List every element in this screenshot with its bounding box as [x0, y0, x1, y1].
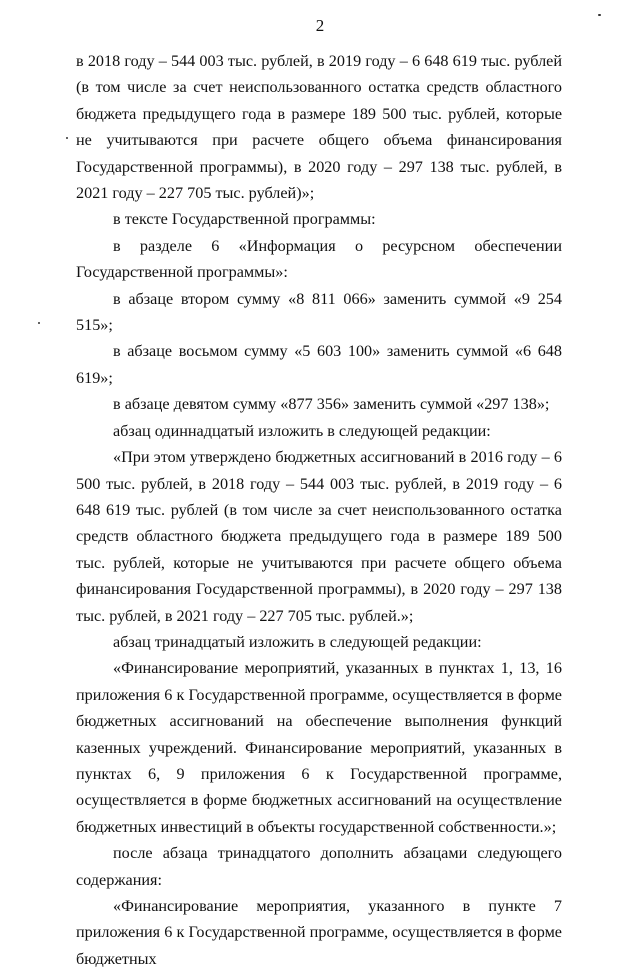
- document-body: [76, 48, 562, 972]
- paragraph-eighth-abzac: в абзаце восьмом сумму «5 603 100» заменить суммой «6 648 619»;: [76, 342, 562, 387]
- paragraph-section-6: в разделе 6 «Информация о ресурсном обеспечении Государственной программы»:: [76, 236, 562, 282]
- paragraph-funding-continuation: в 2018 году – 544 003 тыс. рублей, в 2019 году – 6 648 619 тыс. рублей (в том числе за счет неиспользованного остатка средств областного бюджета предыдущего года в размере 189 500 тыс. рублей, которые не учитываются при расчете общего объема финансирования Государственной программы), в 2020 году – 297 138 тыс. рублей, в 2021 году – 227 705 тыс. рублей)»;: [76, 52, 562, 203]
- paragraph-thirteenth-abzac-text: «Финансирование мероприятий, указанных в пунктах 1, 13, 16 приложения 6 к Государственной программе, осуществляется в форме бюджетных ассигнований на обеспечение выполнения функций казенных учреждений. Финансирование мероприятий, указанных в пунктах 6, 9 приложения 6 к Государственной программе, осуществляется в форме бюджетных ассигнований на осуществление бюджетных инвестиций в объекты государственной собственности.»;: [76, 659, 562, 836]
- paragraph-eleventh-abzac-intro: абзац одиннадцатый изложить в следующей редакции:: [113, 421, 491, 440]
- paragraph-ninth-abzac: в абзаце девятом сумму «877 356» заменить суммой «297 138»;: [113, 395, 550, 414]
- paragraph-added-abzac-text: «Финансирование мероприятия, указанного в пункте 7 приложения 6 к Государственной программе, осуществляется в форме бюджетных: [76, 897, 562, 968]
- paragraph-thirteenth-abzac-intro: абзац тринадцатый изложить в следующей редакции:: [113, 632, 482, 651]
- paragraph-add-abzacs-intro: после абзаца тринадцатого дополнить абзацами следующего содержания:: [76, 844, 562, 889]
- paragraph-eleventh-abzac-text: «При этом утверждено бюджетных ассигнований в 2016 году – 6 500 тыс. рублей, в 2018 году – 544 003 тыс. рублей, в 2019 году – 6 648 619 тыс. рублей (в том числе за счет неиспользованного остатка средств областного бюджета предыдущего года в размере 189 500 тыс. рублей, которые не учитываются при расчете общего объема финансирования Государственной программы), в 2020 году – 297 138 тыс. рублей, в 2021 году – 227 705 тыс. рублей.»;: [76, 448, 562, 625]
- scan-speck: [598, 14, 601, 16]
- page-number: 2: [315, 16, 325, 35]
- paragraph-second-abzac: в абзаце втором сумму «8 811 066» заменить суммой «9 254 515»;: [76, 289, 562, 335]
- scan-speck: [38, 322, 40, 324]
- scan-speck: [66, 137, 68, 139]
- paragraph-program-text-intro: в тексте Государственной программы:: [113, 210, 376, 229]
